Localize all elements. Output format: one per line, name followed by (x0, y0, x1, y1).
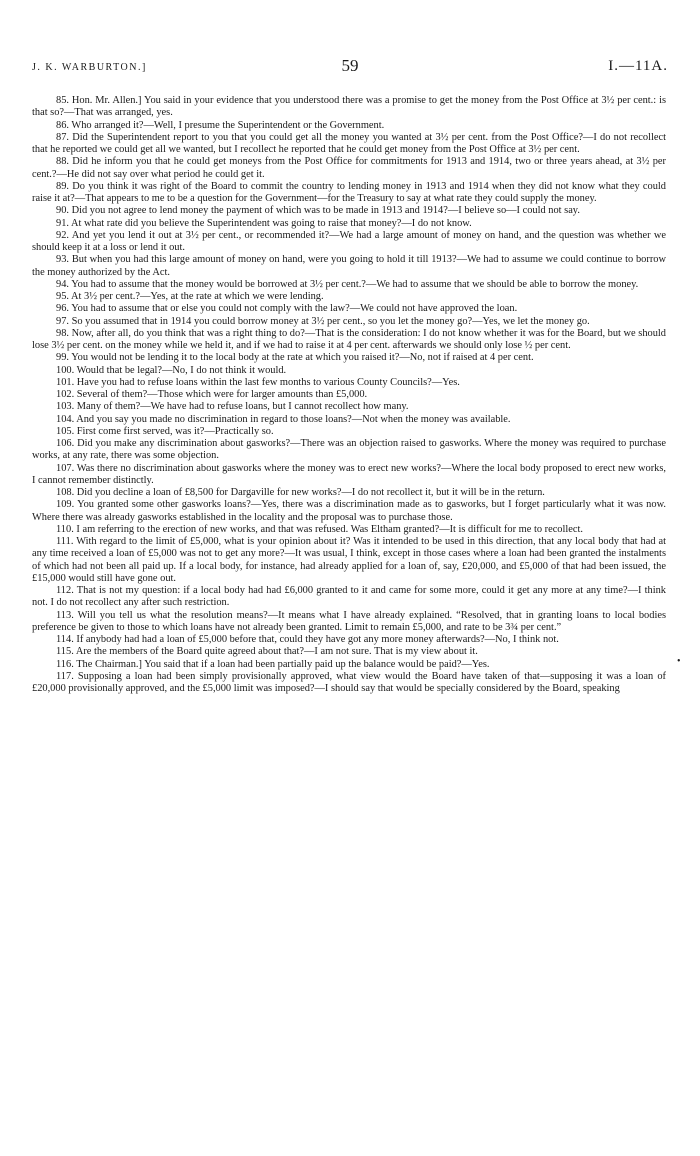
paragraph-94: 94. You had to assume that the money would be borrowed at 3½ per cent.?—We had to assume that we should be able to borrow the money. (56, 278, 639, 290)
paragraph-91: 91. At what rate did you believe the Superintendent was going to raise that money?—I do not know. (56, 217, 472, 229)
paragraph-115: 115. Are the members of the Board quite agreed about that?—I am not sure. That is my view about it. (56, 646, 478, 658)
paragraph-97: 97. So you assumed that in 1914 you could borrow money at 3½ per cent., so you let the money go?—Yes, we let the money go. (56, 315, 590, 327)
paragraph-98: 98. Now, after all, do you think that was a right thing to do?—That is the consideration: I do not know whether it was for the Board, but we should lose 3½ per cent. on the money while we held it, and if we had to raise it at 4 per cent. afterwards we should only lose ½ per cent. (32, 327, 666, 351)
paragraph-96: 96. You had to assume that or else you could not comply with the law?—We could not have approved the loan. (56, 303, 518, 315)
paragraph-99: 99. You would not be lending it to the local body at the rate at which you raised it?—No, not if raised at 4 per cent. (56, 352, 534, 364)
paragraph-105: 105. First come first served, was it?—Practically so. (56, 425, 274, 437)
document-reference: I.—11A. (608, 58, 668, 74)
paragraph-87: 87. Did the Superintendent report to you that you could get all the money you wanted at 3½ per cent. from the Post Office?—I do not recollect that he reported we could get all we wanted, but I recollect he reported that he could get money from the Post Office at 3½ per cent. (32, 131, 666, 155)
paragraph-116: 116. The Chairman.] You said that if a loan had been partially paid up the balance would be paid?—Yes. (56, 658, 490, 670)
paragraph-95: 95. At 3½ per cent.?—Yes, at the rate at which we were lending. (56, 291, 324, 302)
page-number: 59 (341, 56, 359, 75)
paragraph-108: 108. Did you decline a loan of £8,500 for Dargaville for new works?—I do not recollect it, but it will be in the return. (56, 487, 545, 498)
paragraph-107: 107. Was there no discrimination about gasworks where the money was to erect new works?—Where the local body proposed to erect new works, I cannot remember distinctly. (32, 462, 666, 486)
paragraph-113: 113. Will you tell us what the resolution means?—It means what I have already explained. “Resolved, that in granting loans to local bodies preference be given to those to which loans have not already been granted. Limit to remain £5,000, and rate to be 3¾ per cent.” (32, 609, 666, 633)
paragraph-109: 109. You granted some other gasworks loans?—Yes, there was a discrimination made as to gasworks, but I forget particularly what it was now. Where there was already gasworks established in the locality and the proposal was to purchase those. (32, 499, 666, 523)
paragraph-106: 106. Did you make any discrimination about gasworks?—There was an objection raised to gasworks. Where the money was required to purchase works, at any rate, there was some objection. (32, 438, 666, 462)
paragraph-111: 111. With regard to the limit of £5,000, what is your opinion about it? Was it intended to be used in this direction, that any local body that had at any time received a loan of £5,000 was not to get any more?—It was usual, I think, except in those cases where a loan had been granted the instalments of which had not been all paid up. If a local body, for instance, had already applied for a loan of, say, £20,000, and £5,000 of that had been issued, the £15,000 would still have gone out. (32, 536, 666, 584)
witness-name: J. K. WARBURTON.] (32, 62, 147, 73)
paragraph-89: 89. Do you think it was right of the Board to commit the country to lending money in 1913 and 1914 when they did not know what they could raise it at?—That appears to me to be a question for the Government—for the Treasury to say at what rate they could supply the money. (32, 180, 666, 204)
paragraph-103: 103. Many of them?—We have had to refuse loans, but I cannot recollect how many. (56, 401, 409, 413)
paragraph-88: 88. Did he inform you that he could get moneys from the Post Office for commitments for 1913 and 1914, two or three years ahead, at 3½ per cent.?—He did not say over what period he could get it. (32, 156, 666, 180)
paragraph-100: 100. Would that be legal?—No, I do not think it would. (56, 364, 287, 376)
margin-mark: • (677, 656, 681, 667)
paragraph-114: 114. If anybody had had a loan of £5,000 before that, could they have got any more money afterwards?—No, I think not. (56, 634, 559, 645)
paragraph-85: 85. Hon. Mr. Allen.] You said in your evidence that you understood there was a promise to get the money from the Post Office at 3½ per cent.: is that so?—That was arranged, yes. (32, 95, 666, 119)
paragraph-101: 101. Have you had to refuse loans within the last few months to various County Councils?—Yes. (56, 376, 460, 388)
paragraph-102: 102. Several of them?—Those which were for larger amounts than £5,000. (56, 389, 368, 400)
paragraph-117: 117. Supposing a loan had been simply provisionally approved, what view would the Board have taken of that—supposing it was a loan of £20,000 provisionally approved, and the £5,000 limit was imposed?—I should say that would be specially considered by the Board, speaking (32, 670, 666, 694)
paragraph-112: 112. That is not my question: if a local body had had £6,000 granted to it and came for some more, could it get any more at any time?—I think not. I do not recollect any after such restriction. (32, 585, 666, 609)
evidence-text (32, 95, 666, 695)
paragraph-104: 104. And you say you made no discrimination in regard to those loans?—Not when the money was available. (56, 413, 511, 425)
paragraph-93: 93. But when you had this large amount of money on hand, were you going to hold it till 1913?—We had to assume we could continue to borrow the money authorized by the Act. (32, 254, 666, 278)
paragraph-90: 90. Did you not agree to lend money the payment of which was to be made in 1913 and 1914?—I believe so—I could not say. (56, 205, 580, 217)
paragraph-110: 110. I am referring to the erection of new works, and that was refused. Was Eltham granted?—It is difficult for me to recollect. (56, 523, 583, 535)
paragraph-92: 92. And yet you lend it out at 3½ per cent., or recommended it?—We had a large amount of money on hand, and the question was whether we should keep it at a loss or lend it out. (32, 229, 666, 253)
page-header (32, 56, 668, 80)
paragraph-86: 86. Who arranged it?—Well, I presume the Superintendent or the Government. (56, 119, 385, 131)
